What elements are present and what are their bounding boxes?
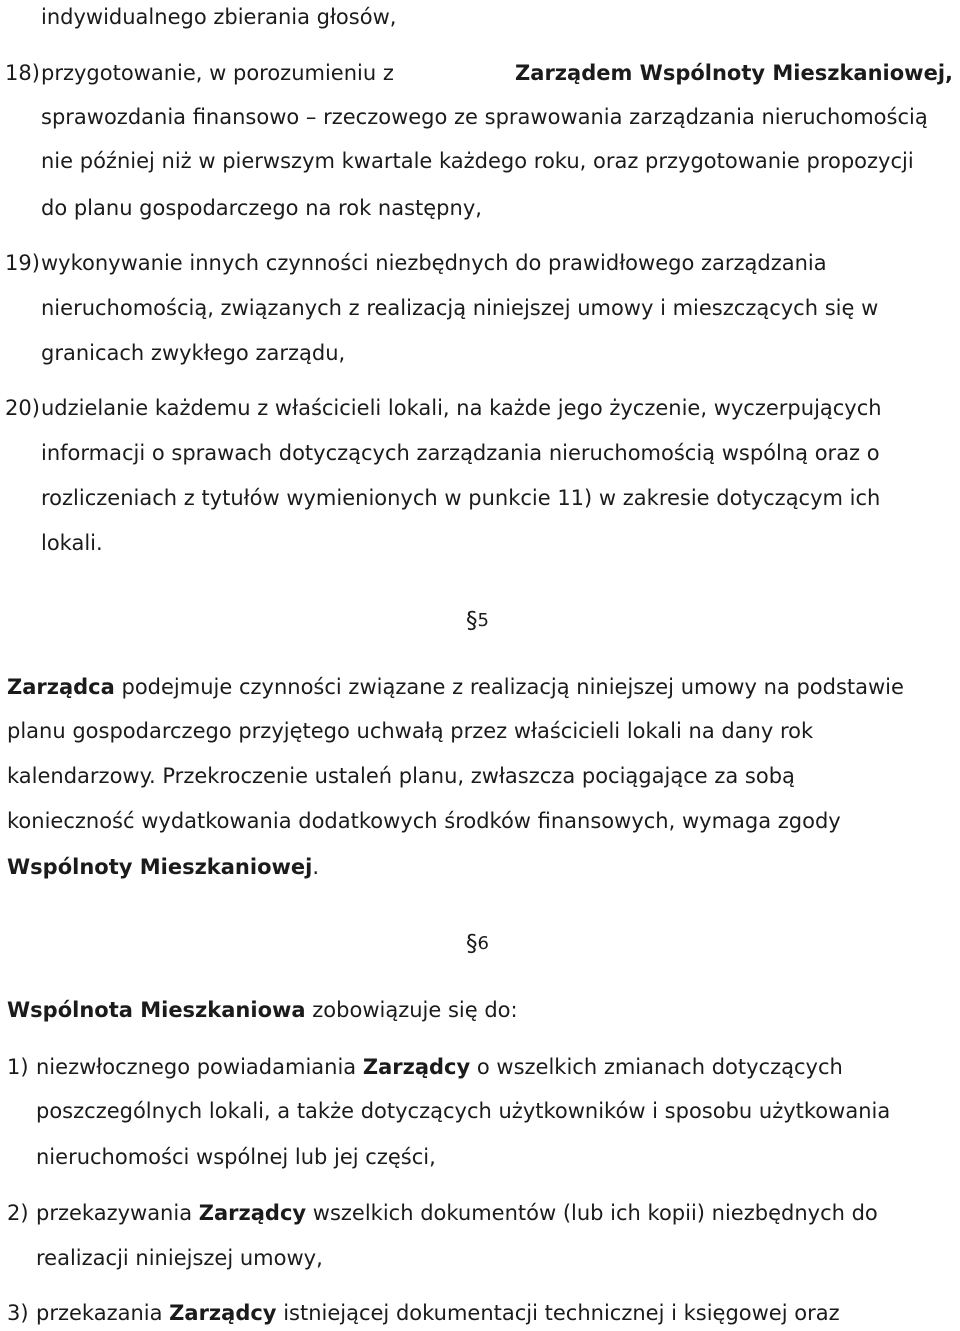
section-sign-icon: § bbox=[466, 931, 478, 957]
item-18-line-1 bbox=[41, 60, 953, 86]
section-sign-icon: § bbox=[466, 608, 478, 634]
item-19-line-3: granicach zwykłego zarządu, bbox=[41, 341, 346, 365]
item-18-number: 18) bbox=[5, 61, 40, 85]
s6-item-1-post: o wszelkich zmianach dotyczących bbox=[476, 1055, 843, 1079]
s6-item-3-number: 3) bbox=[7, 1301, 29, 1325]
s6-item-2-number: 2) bbox=[7, 1201, 29, 1225]
section-5-line-1 bbox=[7, 674, 904, 700]
item-20-line-4: lokali. bbox=[41, 531, 103, 555]
item-20-line-2: informacji o sprawach dotyczących zarządzania nieruchomością wspólną oraz o bbox=[41, 441, 880, 465]
section-5-tail-bold: Wspólnoty Mieszkaniowej bbox=[7, 855, 313, 879]
s6-item-2-line-1 bbox=[36, 1200, 878, 1226]
section-6-lead-text: zobowiązuje się do: bbox=[312, 998, 518, 1022]
s6-item-3-bold: Zarządcy bbox=[169, 1301, 277, 1325]
item-20-line-3: rozliczeniach z tytułów wymienionych w punkcie 11) w zakresie dotyczącym ich bbox=[41, 486, 881, 510]
section-5-lead-bold: Zarządca bbox=[7, 675, 115, 699]
s6-item-3-pre: przekazania bbox=[36, 1301, 163, 1325]
section-5-line-2: planu gospodarczego przyjętego uchwałą przez właścicieli lokali na dany rok bbox=[7, 719, 814, 743]
s6-item-1-number: 1) bbox=[7, 1055, 29, 1079]
section-5-tail-end: . bbox=[312, 855, 320, 879]
section-5-number: 5 bbox=[477, 610, 489, 631]
fragment-line: indywidualnego zbierania głosów, bbox=[41, 5, 397, 29]
s6-item-1-bold: Zarządcy bbox=[362, 1055, 471, 1079]
section-5-line-3: kalendarzowy. Przekroczenie ustaleń planu, zwłaszcza pociągające za sobą bbox=[7, 764, 795, 788]
item-18-line-3: nie później niż w pierwszym kwartale każdego roku, oraz przygotowanie propozycji bbox=[41, 149, 914, 173]
section-6-number: 6 bbox=[477, 933, 489, 954]
item-20-line-1: udzielanie każdemu z właścicieli lokali, na każde jego życzenie, wyczerpujących bbox=[41, 396, 882, 420]
s6-item-2-bold: Zarządcy bbox=[198, 1201, 307, 1225]
section-5-line-5 bbox=[7, 854, 319, 880]
s6-item-1-line-2: poszczególnych lokali, a także dotyczących użytkowników i sposobu użytkowania bbox=[36, 1099, 891, 1123]
section-6-lead-bold: Wspólnota Mieszkaniowa bbox=[7, 998, 306, 1022]
item-18-bold-text: Zarządem Wspólnoty Mieszkaniowej, bbox=[515, 61, 953, 85]
section-6-lead bbox=[7, 997, 518, 1023]
item-18-line-4: do planu gospodarczego na rok następny, bbox=[41, 196, 482, 220]
s6-item-2-line-2: realizacji niniejszej umowy, bbox=[36, 1246, 323, 1270]
item-19-line-2: nieruchomością, związanych z realizacją niniejszej umowy i mieszczących się w bbox=[41, 296, 879, 320]
s6-item-3-line-1 bbox=[36, 1300, 840, 1326]
item-18-text-start: przygotowanie, w porozumieniu z bbox=[41, 61, 394, 85]
section-5-line-4: konieczność wydatkowania dodatkowych środków finansowych, wymaga zgody bbox=[7, 809, 841, 833]
item-19-line-1: wykonywanie innych czynności niezbędnych do prawidłowego zarządzania bbox=[41, 251, 827, 275]
s6-item-2-pre: przekazywania bbox=[36, 1201, 193, 1225]
item-20-number: 20) bbox=[5, 396, 40, 420]
s6-item-1-line-3: nieruchomości wspólnej lub jej części, bbox=[36, 1145, 436, 1169]
item-18-line-2: sprawozdania finansowo – rzeczowego ze sprawowania zarządzania nieruchomością bbox=[41, 105, 928, 129]
s6-item-2-post: wszelkich dokumentów (lub ich kopii) niezbędnych do bbox=[312, 1201, 878, 1225]
s6-item-3-post: istniejącej dokumentacji technicznej i księgowej oraz bbox=[283, 1301, 840, 1325]
section-5-lead-text: podejmuje czynności związane z realizacją niniejszej umowy na podstawie bbox=[121, 675, 904, 699]
item-19-number: 19) bbox=[5, 251, 40, 275]
s6-item-1-line-1 bbox=[36, 1054, 843, 1080]
section-5-heading bbox=[466, 607, 489, 635]
section-6-heading bbox=[466, 930, 489, 958]
s6-item-1-pre: niezwłocznego powiadamiania bbox=[36, 1055, 357, 1079]
